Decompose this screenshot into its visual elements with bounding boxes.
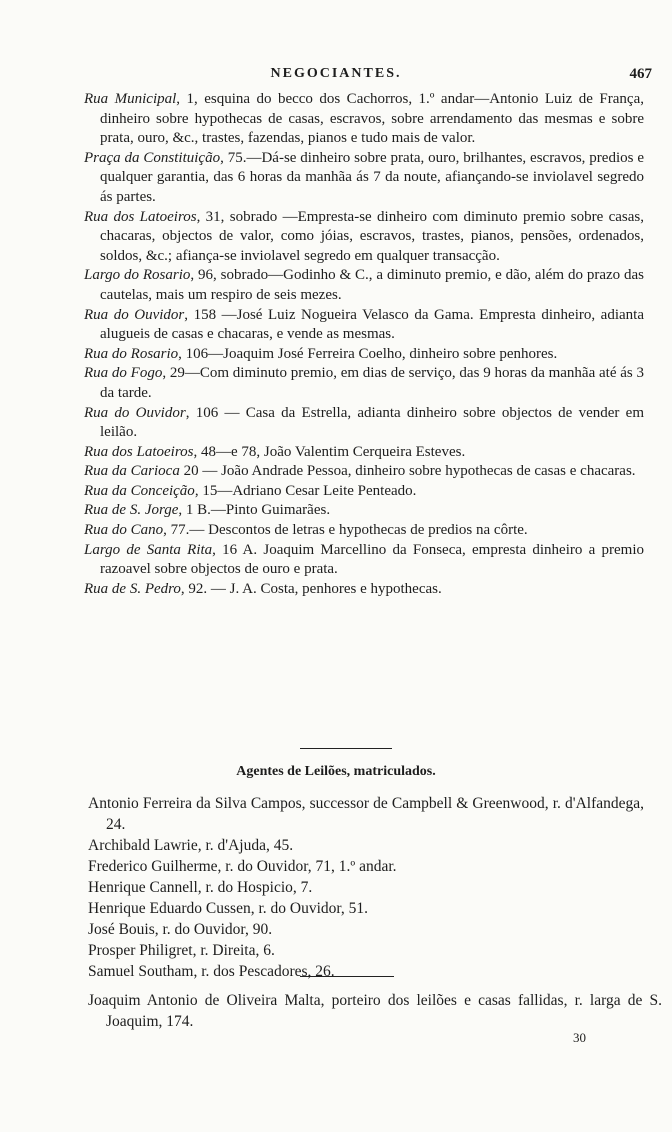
- closing-divider: [300, 976, 394, 977]
- agent-entry: Henrique Eduardo Cussen, r. do Ouvidor, 51.: [88, 900, 369, 917]
- entry-text: , 48—e 78, João Valentim Cerqueira Esteves.: [193, 443, 466, 460]
- section-divider: [300, 748, 392, 749]
- entry-location: Rua de S. Pedro: [84, 580, 181, 597]
- agent-entry: Archibald Lawrie, r. d'Ajuda, 45.: [88, 837, 294, 854]
- section-title: Agentes de Leilões, matriculados.: [236, 764, 436, 779]
- page-header: [0, 66, 672, 86]
- entry-text: , 158 —José Luiz Nogueira Velasco da Gama. Empresta dinheiro, adianta alugueis de casas e chacaras, e vende as mesmas.: [100, 306, 644, 343]
- entry-rua-latoeiros-48: [84, 443, 644, 463]
- entry-location: Rua do Fogo: [84, 365, 163, 382]
- entry-location: Largo do Rosario: [84, 267, 191, 284]
- entry-text: , 106—Joaquim José Ferreira Coelho, dinheiro sobre penhores.: [178, 345, 558, 362]
- auction-agents-list: [88, 793, 644, 982]
- entry-location: Rua da Conceição: [84, 482, 195, 499]
- entry-text: , 75.—Dá-se dinheiro sobre prata, ouro, brilhantes, escravos, predios e qualquer garantia, das 6 horas da manhãa ás 7 da noute, afiançando-se inviolavel segredo ás partes.: [100, 149, 644, 205]
- agent-entry: Prosper Philigret, r. Direita, 6.: [88, 942, 275, 959]
- entry-location: Praça da Constituição: [84, 149, 221, 166]
- entry-text: , 1 B.—Pinto Guimarães.: [178, 502, 331, 519]
- entry-text: , 96, sobrado—Godinho & C., a diminuto premio, e dão, além do prazo das cautelas, mais um respiro de seis mezes.: [100, 267, 645, 303]
- entry-location: Rua da Carioca: [84, 463, 180, 480]
- entry-rua-cano: [84, 521, 644, 541]
- entry-text: , 31, sobrado —Empresta-se dinheiro com diminuto premio sobre casas, chacaras, objectos de valor, como jóias, escravos, trastes, pianos, pensões, ordenados, soldos, &c.; afiança-se inviolavel segredo em qualquer transacção.: [100, 208, 644, 264]
- entry-rua-latoeiros-31: [84, 208, 644, 267]
- entry-location: Rua dos Latoeiros: [84, 208, 197, 225]
- page-number: 467: [629, 66, 652, 82]
- entry-rua-s-jorge: [84, 501, 644, 521]
- entry-text: , 106 — Casa da Estrella, adianta dinheiro sobre objectos de vender em leilão.: [100, 404, 644, 441]
- entry-largo-rosario: [84, 266, 644, 305]
- entry-location: Largo de Santa Rita: [84, 541, 213, 558]
- lender-entries: [84, 90, 644, 599]
- running-head: NEGOCIANTES.: [270, 66, 402, 81]
- entry-location: Rua do Cano: [84, 522, 164, 539]
- entry-rua-conceicao: [84, 482, 644, 502]
- entry-rua-ouvidor-158: [84, 306, 644, 345]
- entry-praca-constituicao: [84, 149, 644, 208]
- entry-location: Rua do Ouvidor: [84, 306, 185, 323]
- agent-entry: Frederico Guilherme, r. do Ouvidor, 71, 1.º andar.: [88, 858, 397, 875]
- agent-entry: Henrique Cannell, r. do Hospicio, 7.: [88, 879, 313, 896]
- entry-rua-s-pedro: [84, 580, 644, 600]
- entry-text: , 29—Com diminuto premio, em dias de serviço, das 9 horas da manhãa até ás 3 da tarde.: [100, 365, 644, 401]
- entry-location: Rua Municipal: [84, 91, 177, 107]
- entry-text: , 16 A. Joaquim Marcellino da Fonseca, empresta dinheiro a premio razoavel sobre objectos de ouro e prata.: [100, 541, 644, 578]
- entry-rua-municipal: [84, 90, 644, 149]
- entry-rua-ouvidor-106: [84, 404, 644, 443]
- entry-text: , 1, esquina do becco dos Cachorros, 1.º andar—Antonio Luiz de França, dinheiro sobre hypothecas de casas, escravos, sobre arrendamento das mesmas e sobre prata, ouro, &c., trastes, fazendas, pianos e tudo mais de valor.: [100, 91, 644, 147]
- entry-text: , 92. — J. A. Costa, penhores e hypothecas.: [180, 580, 442, 597]
- entry-text: , 77.— Descontos de letras e hypothecas de predios na côrte.: [163, 522, 528, 539]
- entry-location: Rua do Ouvidor: [84, 404, 186, 421]
- entry-location: Rua dos Latoeiros: [84, 443, 194, 460]
- entry-rua-fogo: [84, 364, 644, 403]
- entry-text: , 15—Adriano Cesar Leite Penteado.: [194, 482, 417, 499]
- agent-entry: Samuel Southam, r. dos Pescadores, 26.: [88, 963, 335, 980]
- signature-mark: 30: [573, 1030, 586, 1045]
- agent-entry: José Bouis, r. do Ouvidor, 90.: [88, 921, 273, 938]
- agent-entry: Antonio Ferreira da Silva Campos, successor de Campbell & Greenwood, r. d'Alfandega, 24.: [88, 795, 644, 833]
- entry-location: Rua de S. Jorge: [84, 502, 179, 519]
- entry-rua-carioca: [84, 462, 644, 482]
- entry-largo-santa-rita: [84, 541, 644, 580]
- porteiro-entry: Joaquim Antonio de Oliveira Malta, porteiro dos leilões e casas fallidas, r. larga de S. Joaquim, 174.: [88, 992, 662, 1030]
- entry-text: 20 — João Andrade Pessoa, dinheiro sobre hypothecas de casas e chacaras.: [179, 463, 636, 480]
- entry-location: Rua do Rosario: [84, 345, 179, 362]
- entry-rua-rosario: [84, 345, 644, 365]
